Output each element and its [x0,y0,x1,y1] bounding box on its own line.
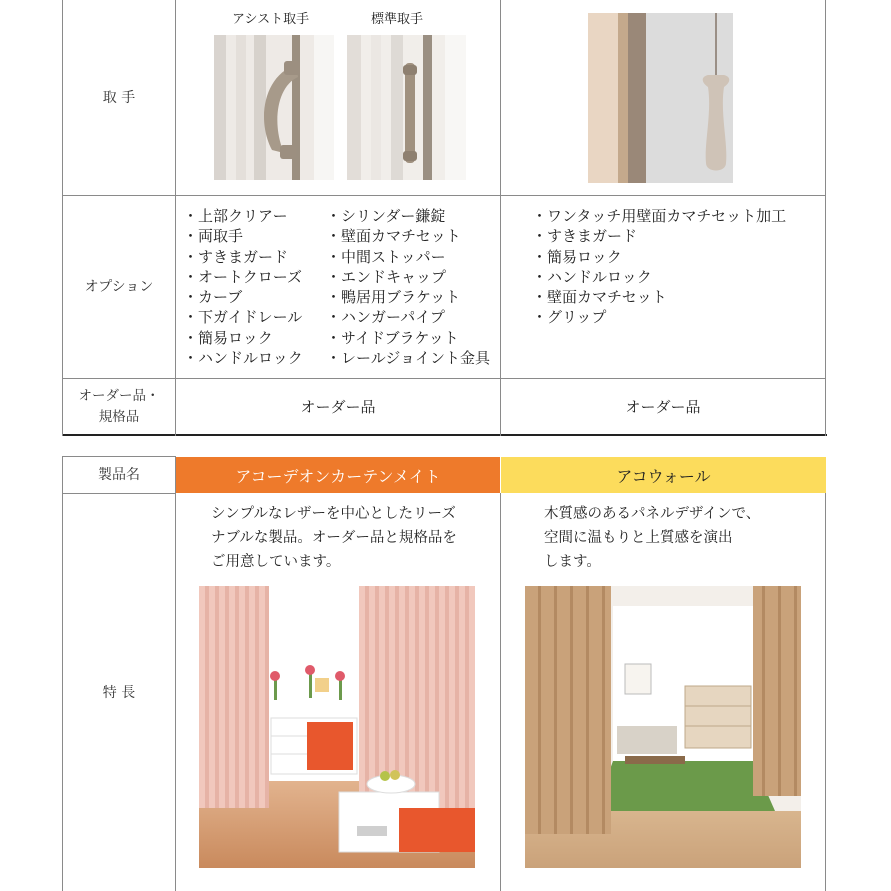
option-item: ・ エンドキャップ [326,267,490,287]
option-item: ・ 下ガイドレール [183,307,303,327]
option-item: ・ ハンドルロック [532,267,786,287]
option-list-right [532,206,786,328]
assist-handle-icon [214,35,334,180]
feature-description-left: シンプルなレザーを中心としたリーズ ナブルな製品。オーダー品と規格品を ご用意しています。 [211,506,457,570]
product-name-acowall: アコウォール [501,457,826,493]
option-item: ・ 両取手 [183,226,303,246]
order-value-left: オーダー品 [300,398,376,416]
option-item: ・ 壁面カマチセット [326,226,490,246]
option-item: ・ すきまガード [183,247,303,267]
grip-icon [588,13,733,183]
assist-handle-caption: アシスト取手 [232,12,310,27]
table-bottom-border [62,434,827,436]
option-row-label: オプション [84,279,154,295]
grip-image [588,13,733,183]
row-divider [62,195,826,196]
column-divider [500,493,501,891]
feature-description-right: 木質感のあるパネルデザインで、 空間に温もりと上質感を演出 します。 [544,506,761,570]
column-divider [500,0,501,436]
option-item: ・ 上部クリアー [183,206,303,226]
accordion-curtain-photo [199,586,475,868]
order-label-line2: 規格品 [98,408,140,425]
option-item: ・ 壁面カマチセット [532,287,786,307]
option-item: ・ ワンタッチ用壁面カマチセット加工 [532,206,786,226]
order-label-line1: オーダー品・ [78,387,160,404]
option-item: ・ レールジョイント金具 [326,348,490,368]
assist-handle-image [214,35,334,180]
option-item: ・ 簡易ロック [532,247,786,267]
acowall-photo [525,586,801,868]
option-item: ・ カーブ [183,287,303,307]
standard-handle-image [347,35,466,180]
option-item: ・ オートクローズ [183,267,303,287]
product-name-label: 製品名 [98,467,140,483]
option-item: ・ グリップ [532,307,786,327]
option-list-left-col2 [326,206,490,368]
option-item: ・ 簡易ロック [183,328,303,348]
option-item: ・ ハンガーパイプ [326,307,490,327]
column-divider [825,493,826,891]
product-name-accordion-curtain-mate: アコーデオンカーテンメイト [176,457,500,493]
handle-row-label: 取 手 [102,89,136,106]
order-value-right: オーダー品 [625,398,701,416]
order-row-label [63,379,175,434]
column-divider [175,0,176,436]
option-item: ・ 鴨居用ブラケット [326,287,490,307]
column-divider [825,0,826,436]
standard-handle-icon [347,35,466,180]
option-item: ・ サイドブラケット [326,328,490,348]
column-divider [175,456,176,891]
option-item: ・ すきまガード [532,226,786,246]
feature-row-label: 特 長 [102,684,136,701]
option-item: ・ シリンダー鎌錠 [326,206,490,226]
option-item: ・ ハンドルロック [183,348,303,368]
option-list-left-col1 [183,206,303,368]
standard-handle-caption: 標準取手 [371,12,424,27]
option-item: ・ 中間ストッパー [326,247,490,267]
